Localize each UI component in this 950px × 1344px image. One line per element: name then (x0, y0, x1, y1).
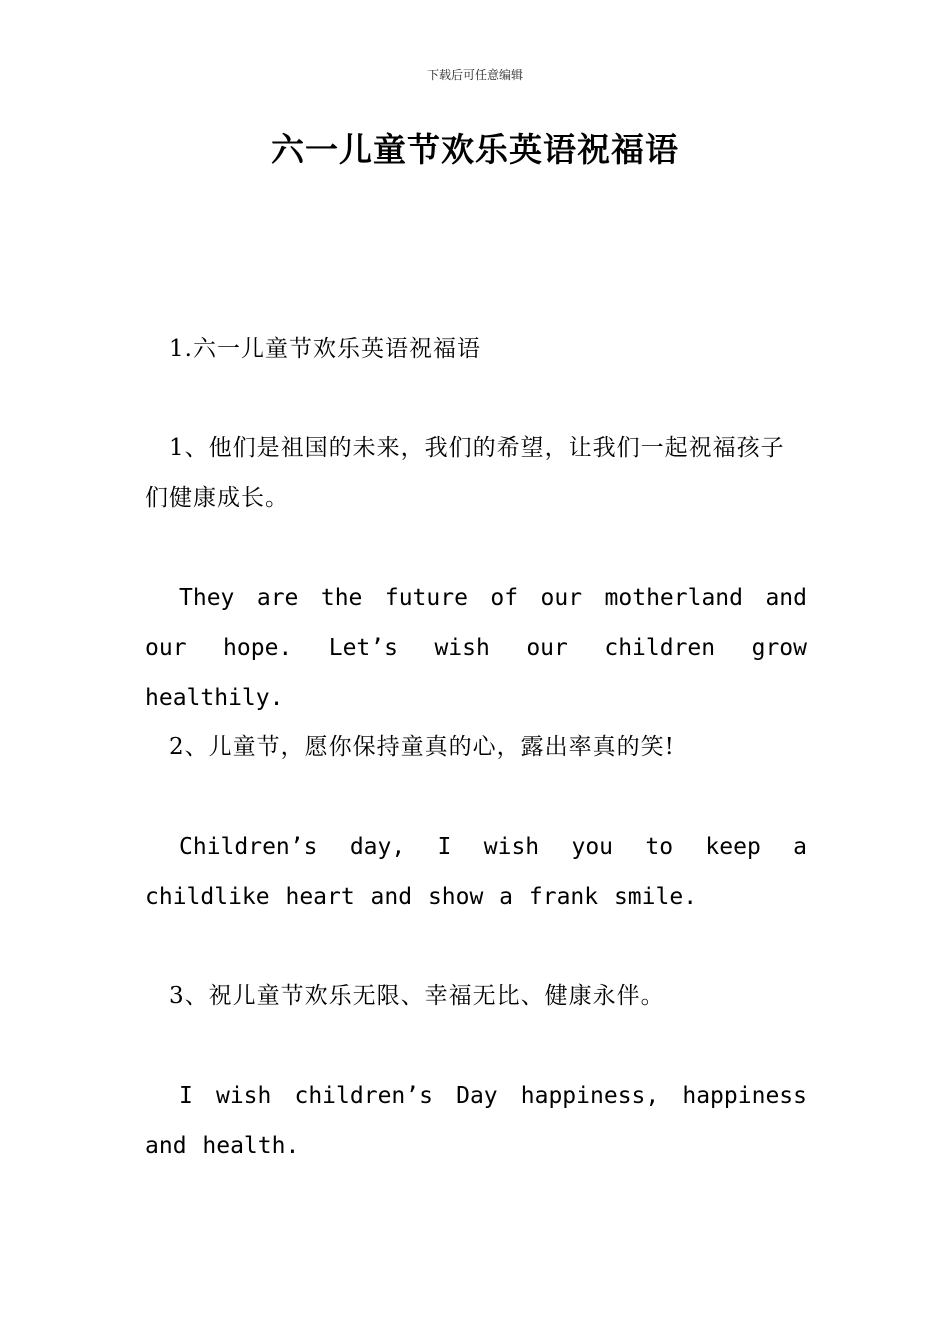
section-heading: 1.六一儿童节欢乐英语祝福语 (169, 336, 481, 362)
document-title: 六一儿童节欢乐英语祝福语 (271, 130, 679, 169)
blessing-cn-2: 2、儿童节，愿你保持童真的心，露出率真的笑! (169, 734, 675, 760)
blessing-cn-3: 3、祝儿童节欢乐无限、幸福无比、健康永伴。 (169, 983, 665, 1009)
blessing-en-3: I wish children’s Day happiness, happiness and health. (145, 1083, 807, 1159)
blessing-en-2: Children’s day, I wish you to keep a childlike heart and show a frank smile. (145, 834, 807, 910)
blessing-cn-1: 1、他们是祖国的未来，我们的希望，让我们一起祝福孩子们健康成长。 (145, 435, 785, 511)
header-note: 下载后可任意编辑 (426, 68, 523, 82)
blessing-en-1: They are the future of our motherland and our hope. Let’s wish our children grow healthily. (145, 585, 807, 711)
